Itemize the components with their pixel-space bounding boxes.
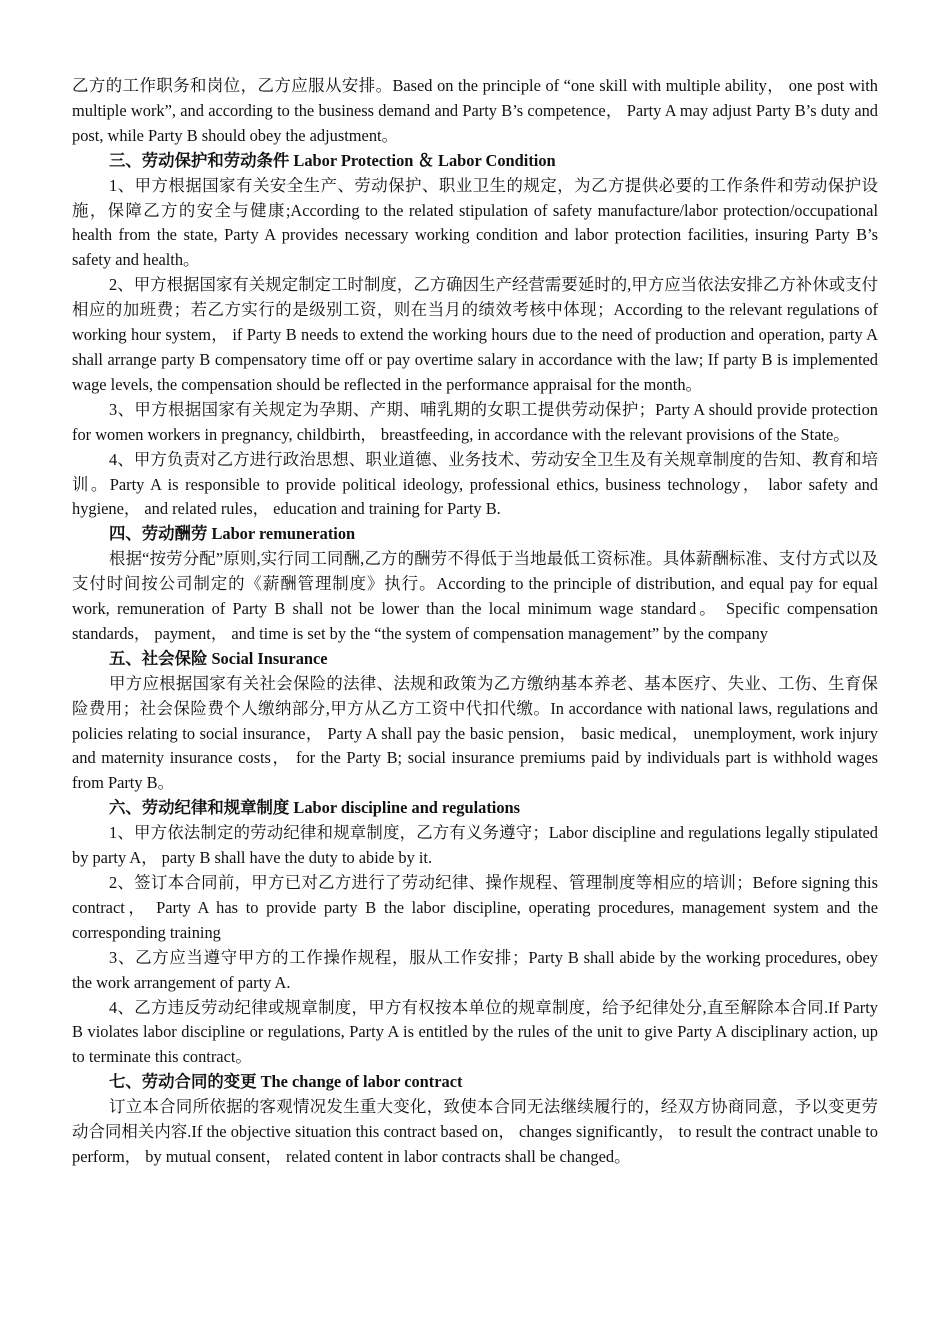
section-heading-remuneration: 四、劳动酬劳 Labor remuneration	[109, 524, 356, 544]
clause-3-4: 4、甲方负责对乙方进行政治思想、职业道德、业务技术、劳动安全卫生及有关规章制度的告知、教育和培训。Party A is responsible to provide political ideology, professional ethics, business technology， labor safety and hygiene， and related rules， education and training for Party B.	[72, 449, 878, 519]
clause-5: 甲方应根据国家有关社会保险的法律、法规和政策为乙方缴纳基本养老、基本医疗、失业、工伤、生育保险费用；社会保险费个人缴纳部分,甲方从乙方工资中代扣代缴。In accordance with national laws, regulations and policies relating to social insurance， Party A shall pay the basic pension， basic medical， unemployment, work injury and maternity insurance costs， for the Party B; social insurance premiums paid by individuals part is withhold wages from Party B。	[72, 673, 878, 793]
clause-3-3: 3、甲方根据国家有关规定为孕期、产期、哺乳期的女职工提供劳动保护；Party A should provide protection for women workers in pregnancy, childbirth， breastfeeding, in accordance with the relevant provisions of the State。	[72, 399, 878, 444]
clause-6-2: 2、签订本合同前，甲方已对乙方进行了劳动纪律、操作规程、管理制度等相应的培训；Before signing this contract， Party A has to provide party B the labor discipline, operating procedures, management system and the corresponding training	[72, 873, 878, 942]
clause-6-1: 1、甲方依法制定的劳动纪律和规章制度，乙方有义务遵守；Labor discipline and regulations legally stipulated by party A， party B shall have the duty to abide by it.	[72, 823, 878, 868]
clause-7: 订立本合同所依据的客观情况发生重大变化，致使本合同无法继续履行的，经双方协商同意，予以变更劳动合同相关内容.If the objective situation this contract based on， changes significantly， to result the contract unable to perform， by mutual consent， related content in labor contracts shall be changed。	[72, 1097, 878, 1166]
section-heading-social-insurance: 五、社会保险 Social Insurance	[109, 648, 328, 668]
clause-3-2: 2、甲方根据国家有关规定制定工时制度，乙方确因生产经营需要延时的,甲方应当依法安排乙方补休或支付相应的加班费；若乙方实行的是级别工资，则在当月的绩效考核中体现；According to the relevant regulations of working hour system， if Party B needs to extend the working hours due to the need of production and operation, party A shall arrange party B compensatory time off or pay overtime salary in accordance with the law; If party B is implemented wage levels, the compensation should be reflected in the performance appraisal for the month。	[72, 275, 878, 394]
section-heading-labor-protection: 三、劳动保护和劳动条件 Labor Protection ＆ Labor Condition	[109, 150, 556, 170]
paragraph-duty-post: 乙方的工作职务和岗位，乙方应服从安排。Based on the principle of “one skill with multiple ability， one post with multiple work”, and according to the business demand and Party B’s competence， Party A may adjust Party B’s duty and post, while Party B should obey the adjustment。	[72, 76, 878, 145]
clause-6-4: 4、乙方违反劳动纪律或规章制度，甲方有权按本单位的规章制度，给予纪律处分,直至解除本合同.If Party B violates labor discipline or regulations, Party A is entitled by the rules of the unit to give Party A disciplinary action, up to terminate this contract。	[72, 997, 878, 1067]
clause-3-1: 1、甲方根据国家有关安全生产、劳动保护、职业卫生的规定，为乙方提供必要的工作条件和劳动保护设施，保障乙方的安全与健康;According to the related stipulation of safety manufacture/labor protection/occupational health from the state, Party A provides necessary working condition and labor protection facilities, insuring Party B’s safety and health。	[72, 175, 878, 270]
clause-4: 根据“按劳分配”原则,实行同工同酬,乙方的酬劳不得低于当地最低工资标准。具体薪酬标准、支付方式以及支付时间按公司制定的《薪酬管理制度》执行。According to the principle of distribution, and equal pay for equal work, remuneration of Party B shall not be lower than the local minimum wage standard。 Specific compensation standards， payment， and time is set by the “the system of compensation management” by the company	[72, 549, 878, 643]
clause-6-3: 3、乙方应当遵守甲方的工作操作规程，服从工作安排；Party B shall abide by the working procedures, obey the work arrangement of party A.	[72, 947, 878, 992]
section-heading-discipline: 六、劳动纪律和规章制度 Labor discipline and regulations	[109, 798, 521, 818]
section-heading-contract-change: 七、劳动合同的变更 The change of labor contract	[109, 1072, 463, 1092]
